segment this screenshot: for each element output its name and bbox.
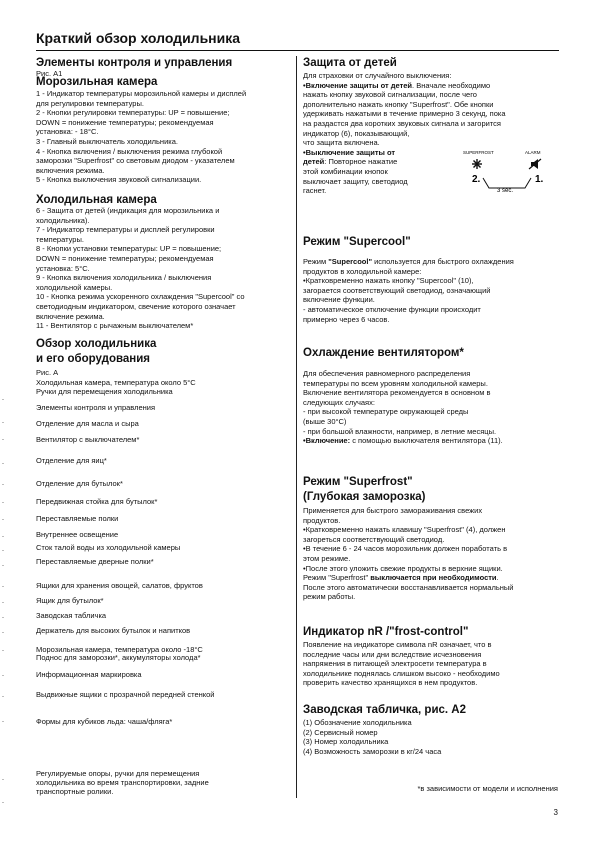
fridge-heading: Холодильная камера	[36, 194, 157, 206]
overview-line: Отделение для бутылок*	[36, 479, 123, 488]
pic-label-right: ALARM	[525, 150, 541, 155]
child-off-line: гаснет.	[303, 186, 327, 196]
overview-line: Информационная маркировка	[36, 670, 142, 679]
overview-line: Холодильная камера, температура около 5°C	[36, 378, 196, 387]
freezer-line: заморозки "Superfrost" со световым диодом - указателем	[36, 156, 235, 166]
child-on-line: нажать кнопку звуковой сигнализации, после чего	[303, 90, 477, 100]
supercool-heading: Режим "Supercool"	[303, 236, 411, 248]
nr-heading: Индикатор nR /"frost-control"	[303, 626, 469, 638]
fridge-items	[36, 206, 276, 331]
fan-line: Для обеспечения равномерного распределения	[303, 369, 471, 378]
overview-line: Держатель для высоких бутылок и напитков	[36, 626, 191, 635]
child-off-line: этой комбинации кнопок	[303, 166, 388, 176]
nr-line: холодильнике поднялась слишком высоко - необходимо	[303, 668, 500, 678]
nr-line: напряжения в питающей электросети температура в	[303, 659, 487, 669]
child-off-rest: : Повторное нажатие	[324, 157, 398, 167]
overview-heading-2: и его оборудования	[36, 353, 151, 365]
pic-caption: 3 sec.	[497, 188, 514, 194]
fridge-line: 10 - Кнопка режима ускоренного охлаждения "Supercool" со	[36, 292, 245, 302]
freezer-line: 4 - Кнопка включения / выключения режима глубокой	[36, 146, 223, 156]
fan-line: - при большой влажности, например, в летние месяцы.	[303, 426, 497, 436]
fridge-line: 9 - Кнопка включения холодильника / выключения	[36, 273, 212, 283]
child-on-rest: . Вначале необходимо	[412, 80, 491, 90]
fan-line: (выше 30°C)	[303, 416, 347, 426]
superfrost-line: •В течение 6 - 24 часов морозильник должен поработать в	[303, 544, 508, 554]
fan-text	[303, 369, 558, 446]
superfrost-last-bold: выключается при необходимости	[370, 573, 497, 583]
overview-line: Внутреннее освещение	[36, 530, 119, 539]
overview-line: Сток талой воды из холодильной камеры	[36, 543, 181, 552]
fridge-line: 7 - Индикатор температуры и дисплей регулировки	[36, 225, 215, 235]
superfrost-tail: После этого автоматически восстанавливается нормальный	[303, 582, 514, 592]
child-on-line: дополнительно нажать кнопку "Superfrost". Обе кнопки	[303, 99, 494, 109]
overview-line: Вентилятор с выключателем*	[36, 435, 140, 444]
fan-line: Включение вентилятора рекомендуется в основном в	[303, 388, 491, 398]
freezer-line: установка: - 18°C.	[36, 127, 99, 137]
fan-line: - при высокой температуре окружающей среды	[303, 407, 469, 417]
freezer-line: 1 - Индикатор температуры морозильной камеры и дисплей	[36, 89, 247, 98]
plate-line: (2) Сервисный номер	[303, 727, 378, 737]
footnote: *в зависимости от модели и исполнения	[417, 784, 558, 793]
fridge-line: температуры.	[36, 234, 84, 244]
controls-fig: Рис. A1	[36, 69, 63, 78]
superfrost-heading-1: Режим "Superfrost"	[303, 476, 413, 488]
supercool-bold: "Supercool"	[328, 257, 373, 266]
connector-bracket	[483, 178, 531, 188]
freezer-line: для регулировки температуры.	[36, 98, 144, 108]
freezer-line: 2 - Кнопки регулировки температуры: UP = повышение;	[36, 108, 230, 118]
title-rule	[36, 50, 559, 51]
superfrost-tail: режим работы.	[303, 592, 356, 602]
plate-line: (3) Номер холодильника	[303, 737, 389, 747]
child-on-line: удерживать нажатыми в течение примерно 3 секунд, пока	[303, 109, 506, 119]
overview-line: транспортные ролики.	[36, 787, 114, 796]
nr-line: последние часы или дни вследствие исчезновения	[303, 649, 482, 659]
child-off-bold-2: детей	[303, 157, 325, 167]
fridge-line: светодиодным индикатором, свечение которого означает	[36, 301, 236, 311]
overview-fig: Рис. A	[36, 368, 59, 377]
freezer-items	[36, 89, 276, 185]
overview-line: Морозильная камера, температура около -18°C	[36, 645, 203, 654]
fridge-line: холодильной камеры.	[36, 282, 113, 292]
overview-line: Переставляемые полки	[36, 514, 119, 523]
freezer-heading: Морозильная камера	[36, 76, 158, 88]
superfrost-heading-2: (Глубокая заморозка)	[303, 491, 426, 503]
fan-heading: Охлаждение вентилятором*	[303, 347, 464, 359]
fridge-line: 11 - Вентилятор с рычажным выключателем*	[36, 321, 194, 331]
superfrost-line: Применяется для быстрого замораживания свежих	[303, 506, 483, 515]
supercool-post: используется для быстрого охлаждения	[372, 257, 514, 266]
child-off-bold-1: •Выключение защиты от	[303, 147, 396, 157]
overview-line: Переставляемые дверные полки*	[36, 557, 154, 566]
page-title: Краткий обзор холодильника	[36, 30, 241, 46]
freezer-line: DOWN = понижение температуры; рекомендуемая	[36, 117, 214, 127]
overview-line: Элементы контроля и управления	[36, 403, 156, 412]
superfrost-line: загореться соответствующий светодиод.	[303, 534, 445, 544]
fridge-line: холодильника).	[36, 215, 90, 225]
overview-line: Формы для кубиков льда: чаша/фляга*	[36, 717, 173, 726]
alarm-mute-icon	[529, 159, 541, 169]
overview-line: Выдвижные ящики с прозрачной передней стенкой	[36, 690, 215, 699]
fridge-line: 6 - Защита от детей (индикация для морозильника и	[36, 206, 220, 215]
fan-on-bold: •Включение:	[303, 436, 351, 446]
overview-line: Заводская табличка	[36, 611, 107, 620]
controls-heading: Элементы контроля и управления	[36, 57, 233, 69]
superfrost-last-pre: Режим "Superfrost"	[303, 573, 371, 583]
freezer-line: включения режима.	[36, 165, 105, 175]
superfrost-last-post: .	[496, 573, 499, 583]
nr-text	[303, 640, 558, 688]
superfrost-line: •Кратковременно нажать клавишу "Superfrost" (4), должен	[303, 525, 506, 535]
supercool-line: - автоматическое отключение функции происходит	[303, 304, 481, 314]
superfrost-line: продуктов.	[303, 515, 341, 525]
freezer-line: 5 - Кнопка выключения звуковой сигнализации.	[36, 175, 202, 185]
plate-line: (1) Обозначение холодильника	[303, 718, 412, 727]
freezer-line: 3 - Главный выключатель холодильника.	[36, 136, 178, 146]
plate-text	[303, 718, 558, 756]
fan-on-rest: с помощью выключателя вентилятора (11).	[350, 436, 503, 446]
superfrost-text	[303, 506, 558, 602]
plate-line: (4) Возможность заморозки в кг/24 часа	[303, 746, 442, 756]
pic-num-2: 2.	[472, 174, 481, 185]
overview-line: холодильника во время транспортировки, задние	[36, 778, 209, 787]
snowflake-icon	[472, 159, 482, 169]
plate-heading: Заводская табличка, рис. A2	[303, 704, 467, 716]
supercool-line: загорается соответствующий светодиод, означающий	[303, 285, 491, 295]
superfrost-line: этом режиме.	[303, 553, 351, 563]
child-on-bold: •Включение защиты от детей	[303, 80, 413, 90]
supercool-text	[303, 257, 558, 324]
overview-line: Ящик для бутылок*	[36, 596, 104, 605]
child-on-line: индикатор (6), показывающий,	[303, 128, 410, 138]
supercool-line: продуктов в холодильной камере:	[303, 266, 422, 276]
fan-line: следующих случаях:	[303, 397, 375, 407]
fridge-line: DOWN = понижение температуры; рекомендуемая	[36, 253, 214, 263]
child-on-line: что защита включена.	[303, 138, 380, 148]
fan-line: температуры по всем уровням холодильной камеры.	[303, 378, 488, 388]
nr-line: Появление на индикаторе символа nR означает, что в	[303, 640, 492, 649]
column-divider	[296, 56, 297, 798]
overview-line: Ящики для хранения овощей, салатов, фруктов	[36, 581, 203, 590]
child-on-line: на раздастся два коротких звуковых сигнала и загорится	[303, 118, 501, 128]
overview-line: Отделение для масла и сыра	[36, 419, 139, 428]
child-lock-heading: Защита от детей	[303, 57, 397, 69]
pic-label-left: SUPERFROST	[463, 150, 494, 155]
supercool-line: примерно через 6 часов.	[303, 314, 390, 324]
overview-line: Передвижная стойка для бутылок*	[36, 497, 158, 506]
fridge-line: установка: 5°C.	[36, 263, 90, 273]
overview-line: Отделение для яиц*	[36, 456, 107, 465]
supercool-line: включение функции.	[303, 295, 375, 305]
supercool-line: •Кратковременно нажать кнопку "Supercool" (10),	[303, 276, 474, 286]
page-number: 3	[553, 808, 558, 817]
overview-line: Поднос для заморозки*, аккумуляторы холода*	[36, 653, 201, 662]
overview-line: Ручки для перемещения холодильника	[36, 387, 173, 396]
superfrost-line: •После этого уложить свежие продукты в верхние ящики.	[303, 563, 503, 573]
overview-heading-1: Обзор холодильника	[36, 338, 157, 350]
nr-line: проверить качество хранящихся в нем продуктов.	[303, 678, 478, 688]
child-off-line: выключает защиту, светодиод	[303, 176, 408, 186]
child-intro: Для страховки от случайного выключения:	[303, 71, 452, 80]
supercool-pre: Режим	[303, 257, 329, 266]
overview-line: Регулируемые опоры, ручки для перемещения	[36, 769, 200, 778]
pic-num-1: 1.	[535, 174, 544, 185]
button-combination-figure	[455, 148, 559, 194]
fridge-line: 8 - Кнопки установки температуры: UP = повышение;	[36, 244, 222, 254]
fridge-line: включение режима.	[36, 311, 105, 321]
